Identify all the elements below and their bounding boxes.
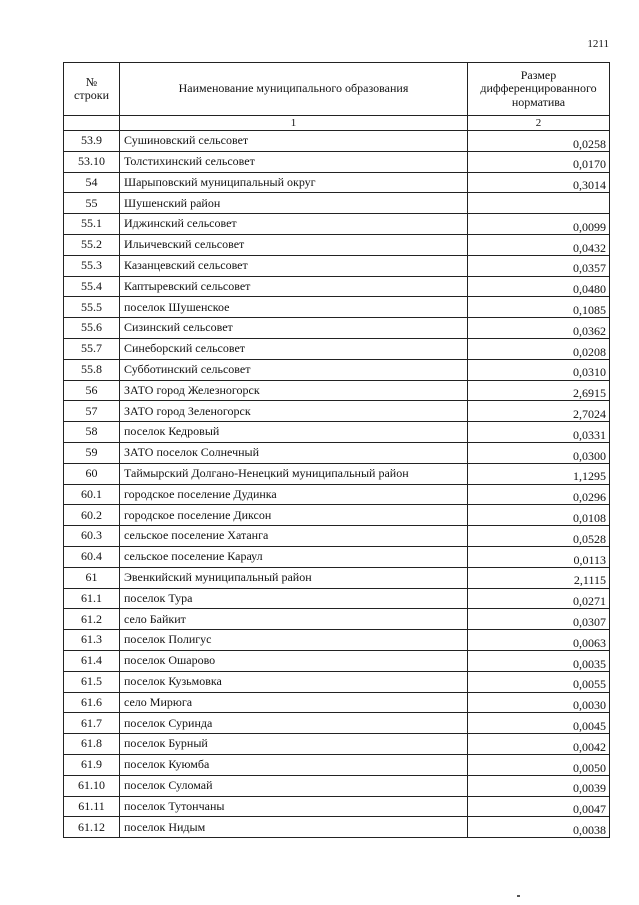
municipality-name-cell: Сушиновский сельсовет [120,131,468,152]
row-number-cell: 58 [64,422,120,443]
table-row [64,234,610,255]
page-number: 1211 [587,38,609,50]
municipality-name-cell: Таймырский Долгано-Ненецкий муниципальный район [120,463,468,484]
row-number-cell: 53.10 [64,151,120,172]
row-number-cell: 55.3 [64,255,120,276]
table-row [64,172,610,193]
municipality-name-cell: ЗАТО город Зеленогорск [120,401,468,422]
row-number-cell: 61.8 [64,734,120,755]
row-number-cell: 60.3 [64,526,120,547]
row-number-cell: 61.7 [64,713,120,734]
table-body [64,131,610,838]
municipality-name-cell: Сизинский сельсовет [120,318,468,339]
column-index-1: 1 [120,116,468,131]
norm-value-cell: 0,0331 [468,422,610,443]
norm-value-cell: 1,1295 [468,463,610,484]
row-number-cell: 61.2 [64,609,120,630]
municipality-name-cell: Шушенский район [120,193,468,214]
row-number-cell: 60.4 [64,546,120,567]
municipality-name-cell: сельское поселение Караул [120,546,468,567]
municipality-name-cell: Иджинский сельсовет [120,214,468,235]
municipality-name-cell: поселок Суломай [120,775,468,796]
norm-value-cell: 0,0045 [468,713,610,734]
row-number-cell: 61.1 [64,588,120,609]
column-index-empty [64,116,120,131]
row-number-cell: 61.3 [64,630,120,651]
municipality-name-cell: поселок Бурный [120,734,468,755]
row-number-cell: 61.10 [64,775,120,796]
row-number-cell: 59 [64,442,120,463]
table-row [64,650,610,671]
differentiated-norms-table [63,62,610,838]
municipality-name-cell: сельское поселение Хатанга [120,526,468,547]
table-row [64,546,610,567]
row-number-cell: 55 [64,193,120,214]
norm-value-cell: 0,0035 [468,650,610,671]
norm-value-cell: 0,0170 [468,151,610,172]
municipality-name-cell: поселок Суринда [120,713,468,734]
norm-value-cell: 0,0063 [468,630,610,651]
norm-value-cell: 0,0050 [468,754,610,775]
table-row [64,817,610,838]
norm-value-cell: 0,0099 [468,214,610,235]
norm-value-cell: 0,0055 [468,671,610,692]
table-row [64,401,610,422]
municipality-name-cell: городское поселение Диксон [120,505,468,526]
municipality-name-cell: Субботинский сельсовет [120,359,468,380]
norm-value-cell: 0,0300 [468,442,610,463]
row-number-cell: 55.7 [64,338,120,359]
table-row [64,131,610,152]
table-row [64,775,610,796]
table-row [64,505,610,526]
table-row [64,588,610,609]
municipality-name-cell: Шарыповский муниципальный округ [120,172,468,193]
row-number-cell: 61.5 [64,671,120,692]
municipality-name-cell: городское поселение Дудинка [120,484,468,505]
row-number-cell: 55.4 [64,276,120,297]
table-row [64,338,610,359]
norm-value-cell: 2,7024 [468,401,610,422]
norm-value-cell: 0,0208 [468,338,610,359]
norm-value-cell: 0,0039 [468,775,610,796]
municipality-name-cell: ЗАТО поселок Солнечный [120,442,468,463]
municipality-name-cell: поселок Кедровый [120,422,468,443]
table-row [64,297,610,318]
municipality-name-cell: село Байкит [120,609,468,630]
norm-value-cell: 0,1085 [468,297,610,318]
table-row [64,734,610,755]
norm-value-cell: 0,0038 [468,817,610,838]
scan-mark [517,895,520,897]
norm-value-cell: 0,0047 [468,796,610,817]
municipality-name-cell: поселок Полигус [120,630,468,651]
column-index-row [64,116,610,131]
row-number-cell: 61.6 [64,692,120,713]
norm-value-cell: 0,0258 [468,131,610,152]
row-number-cell: 55.5 [64,297,120,318]
table-row [64,359,610,380]
table-row [64,567,610,588]
row-number-cell: 55.1 [64,214,120,235]
table-row [64,484,610,505]
norm-value-cell: 0,0108 [468,505,610,526]
table-row [64,442,610,463]
row-number-cell: 61.12 [64,817,120,838]
norm-value-cell: 0,0042 [468,734,610,755]
norm-value-cell: 0,0357 [468,255,610,276]
municipality-name-cell: Казанцевский сельсовет [120,255,468,276]
norm-value-cell [468,193,610,214]
table-row [64,713,610,734]
norm-value-cell: 2,6915 [468,380,610,401]
table-row [64,692,610,713]
row-number-cell: 53.9 [64,131,120,152]
table-row [64,796,610,817]
municipality-name-cell: ЗАТО город Железногорск [120,380,468,401]
table-row [64,754,610,775]
row-number-cell: 61.4 [64,650,120,671]
norm-value-cell: 0,0113 [468,546,610,567]
norm-value-cell: 0,0310 [468,359,610,380]
row-number-cell: 60.1 [64,484,120,505]
municipality-name-cell: поселок Тутончаны [120,796,468,817]
municipality-name-cell: поселок Куюмба [120,754,468,775]
row-number-cell: 61 [64,567,120,588]
municipality-name-cell: Толстихинский сельсовет [120,151,468,172]
table-row [64,630,610,651]
norm-value-cell: 0,0296 [468,484,610,505]
row-number-cell: 54 [64,172,120,193]
table-row [64,380,610,401]
row-number-cell: 60 [64,463,120,484]
norm-value-cell: 0,0307 [468,609,610,630]
norm-value-cell: 0,3014 [468,172,610,193]
norm-value-cell: 0,0271 [468,588,610,609]
row-number-cell: 56 [64,380,120,401]
municipality-name-cell: Ильичевский сельсовет [120,234,468,255]
norm-value-cell: 0,0480 [468,276,610,297]
norm-value-cell: 0,0362 [468,318,610,339]
row-number-cell: 61.11 [64,796,120,817]
table-row [64,318,610,339]
table-row [64,151,610,172]
row-number-cell: 60.2 [64,505,120,526]
row-number-cell: 57 [64,401,120,422]
table-row [64,422,610,443]
table-row [64,463,610,484]
row-number-cell: 61.9 [64,754,120,775]
table-row [64,526,610,547]
municipality-name-cell: поселок Тура [120,588,468,609]
municipality-name-cell: Синеборский сельсовет [120,338,468,359]
municipality-name-cell: село Мирюга [120,692,468,713]
municipality-name-cell: Эвенкийский муниципальный район [120,567,468,588]
municipality-name-cell: поселок Ошарово [120,650,468,671]
header-municipality-name: Наименование муниципального образования [120,63,468,116]
header-row-number: № строки [64,63,120,116]
column-index-2: 2 [468,116,610,131]
table-row [64,255,610,276]
table-row [64,276,610,297]
norm-value-cell: 0,0030 [468,692,610,713]
row-number-cell: 55.2 [64,234,120,255]
norm-value-cell: 0,0528 [468,526,610,547]
municipality-name-cell: поселок Нидым [120,817,468,838]
row-number-cell: 55.6 [64,318,120,339]
header-norm-size: Размер дифференцированного норматива [468,63,610,116]
municipality-name-cell: Каптыревский сельсовет [120,276,468,297]
table-header-row [64,63,610,116]
table-row [64,671,610,692]
table-row [64,193,610,214]
table-row [64,609,610,630]
municipality-name-cell: поселок Шушенское [120,297,468,318]
norm-value-cell: 2,1115 [468,567,610,588]
row-number-cell: 55.8 [64,359,120,380]
table-row [64,214,610,235]
municipality-name-cell: поселок Кузьмовка [120,671,468,692]
norm-value-cell: 0,0432 [468,234,610,255]
